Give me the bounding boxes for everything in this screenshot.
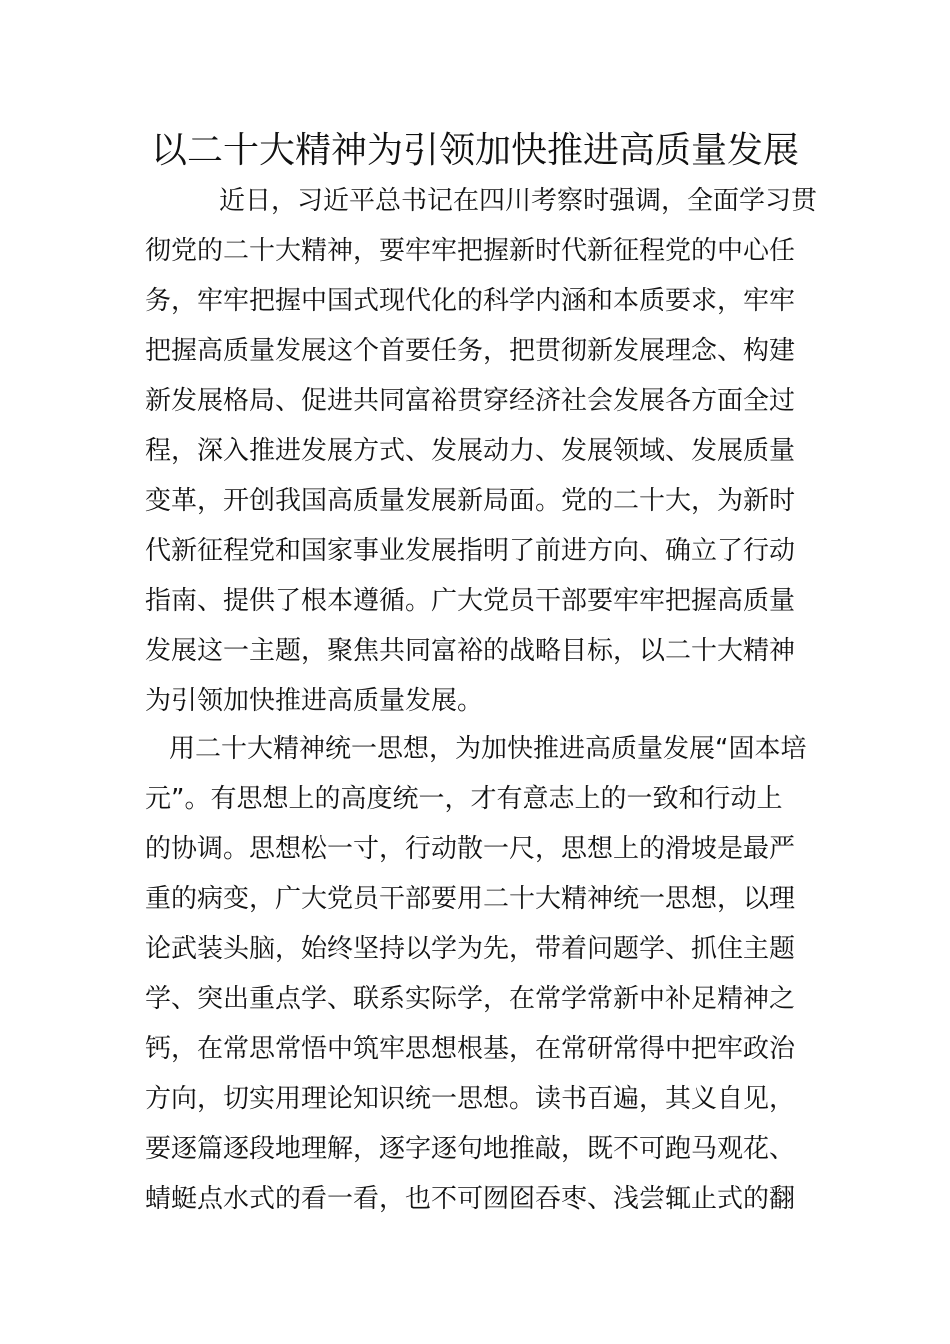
paragraph-line: 程，深入推进发展方式、发展动力、发展领域、发展质量 — [145, 436, 796, 466]
paragraph-line: 元”。有思想上的高度统一，才有意志上的一致和行动上 — [145, 784, 783, 814]
paragraph-line: 彻党的二十大精神，要牢牢把握新时代新征程党的中心任 — [145, 236, 796, 266]
paragraph-line: 学、突出重点学、联系实际学，在常学常新中补足精神之 — [145, 984, 796, 1014]
paragraph-line: 把握高质量发展这个首要任务，把贯彻新发展理念、构建 — [145, 336, 796, 366]
document-title: 以二十大精神为引领加快推进高质量发展 — [150, 130, 799, 171]
paragraph-line: 为引领加快推进高质量发展。 — [145, 686, 484, 716]
paragraph-line: 代新征程党和国家事业发展指明了前进方向、确立了行动 — [145, 536, 796, 566]
paragraph-line: 变革，开创我国高质量发展新局面。党的二十大，为新时 — [145, 486, 796, 516]
paragraph-2 — [145, 724, 810, 1224]
paragraph-line: 新发展格局、促进共同富裕贯穿经济社会发展各方面全过 — [145, 386, 796, 416]
paragraph-1 — [145, 176, 818, 726]
paragraph-line: 指南、提供了根本遵循。广大党员干部要牢牢把握高质量 — [145, 586, 796, 616]
paragraph-line: 用二十大精神统一思想，为加快推进高质量发展“固本培 — [169, 734, 807, 764]
paragraph-line: 的协调。思想松一寸，行动散一尺，思想上的滑坡是最严 — [145, 834, 796, 864]
paragraph-line: 蜻蜓点水式的看一看，也不可囫囵吞枣、浅尝辄止式的翻 — [145, 1184, 796, 1214]
paragraph-line: 重的病变，广大党员干部要用二十大精神统一思想，以理 — [145, 884, 796, 914]
paragraph-line: 近日，习近平总书记在四川考察时强调，全面学习贯 — [219, 186, 818, 216]
paragraph-line: 发展这一主题，聚焦共同富裕的战略目标，以二十大精神 — [145, 636, 796, 666]
paragraph-line: 务，牢牢把握中国式现代化的科学内涵和本质要求，牢牢 — [145, 286, 796, 316]
paragraph-line: 要逐篇逐段地理解，逐字逐句地推敲，既不可跑马观花、 — [145, 1134, 796, 1164]
paragraph-line: 论武装头脑，始终坚持以学为先，带着问题学、抓住主题 — [145, 934, 796, 964]
paragraph-line: 方向，切实用理论知识统一思想。读书百遍，其义自见， — [145, 1084, 796, 1114]
paragraph-line: 钙，在常思常悟中筑牢思想根基，在常研常得中把牢政治 — [145, 1034, 796, 1064]
